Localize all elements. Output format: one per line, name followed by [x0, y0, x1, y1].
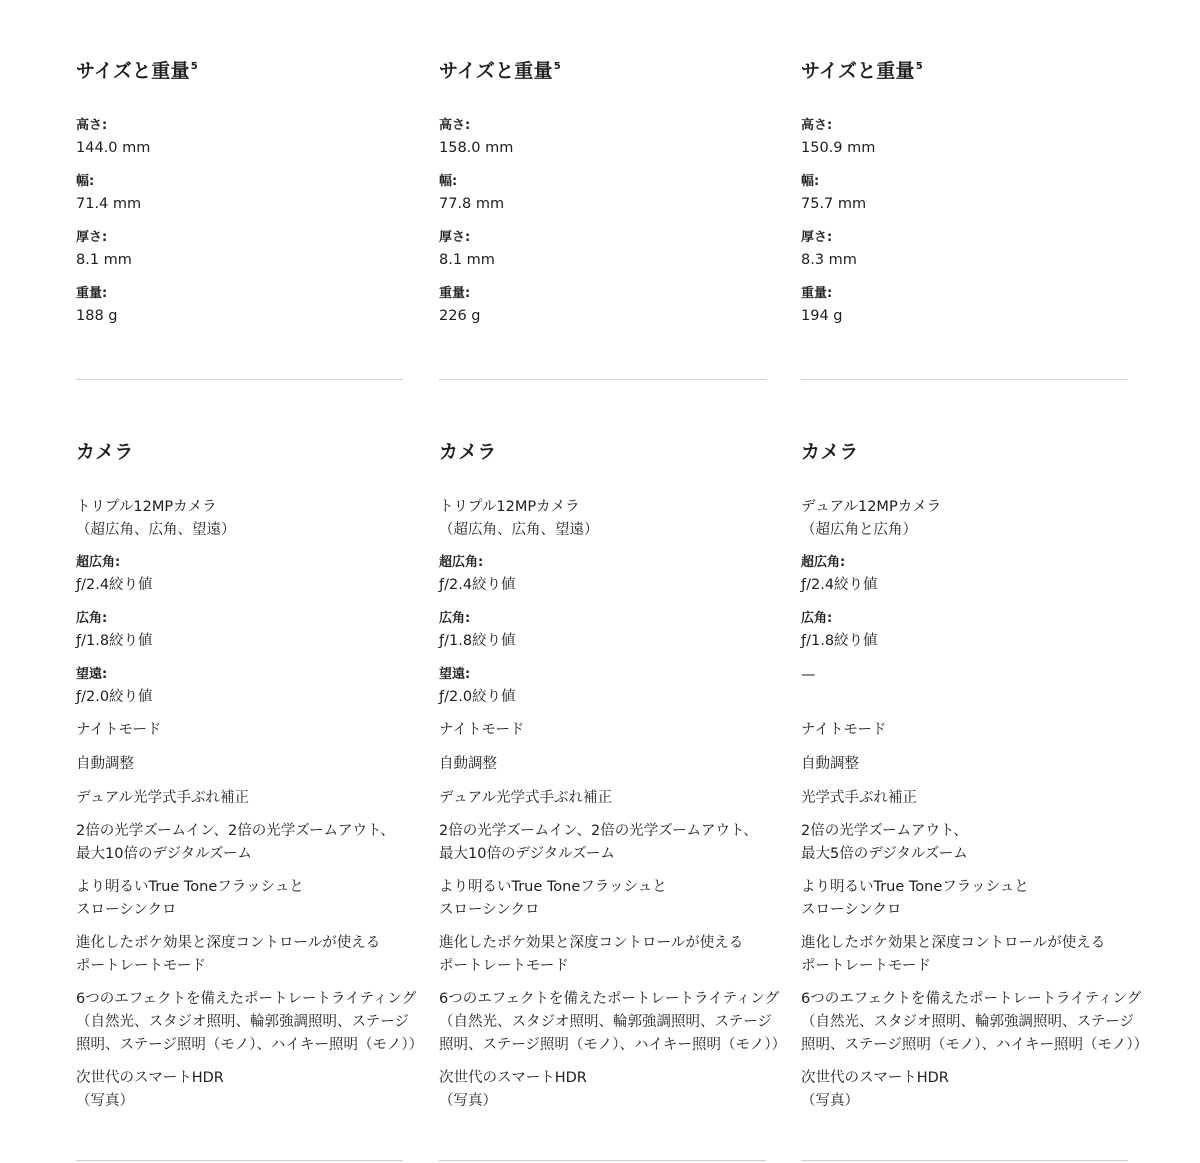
- spec-height: [76, 115, 403, 160]
- feature-auto-adjust: 自動調整: [76, 756, 134, 772]
- spec-label: 厚さ:: [801, 230, 833, 245]
- feature-flash: より明るいTrue Toneフラッシュと スローシンクロ: [439, 879, 667, 918]
- spec-label: 望遠:: [76, 667, 108, 682]
- feature-night-mode: ナイトモード: [76, 722, 162, 738]
- spec-depth: [76, 227, 403, 272]
- spec-value: 226 g: [439, 308, 481, 324]
- spec-label: 幅:: [801, 174, 820, 189]
- spec-label: 幅:: [439, 174, 458, 189]
- spec-label: 幅:: [76, 174, 95, 189]
- spec-value: 8.1 mm: [439, 252, 495, 268]
- footnote-link[interactable]: 5: [915, 61, 923, 72]
- section-divider: [439, 1160, 766, 1161]
- spec-ultrawide: [439, 552, 766, 597]
- spec-height: [801, 115, 1128, 160]
- camera-system: トリプル12MPカメラ （超広角、広角、望遠）: [76, 499, 236, 538]
- footnote-link[interactable]: 5: [190, 61, 198, 72]
- size-weight-heading: サイズと重量$^5$: [439, 60, 561, 82]
- spec-value: ƒ/1.8絞り値: [801, 633, 878, 649]
- spec-value: 8.3 mm: [801, 252, 857, 268]
- spec-value: ƒ/2.0絞り値: [439, 689, 516, 705]
- spec-label: 広角:: [801, 611, 833, 626]
- camera-heading: カメラ: [801, 441, 859, 463]
- feature-stabilization: デュアル光学式手ぶれ補正: [439, 790, 612, 806]
- spec-telephoto: [76, 664, 403, 709]
- spec-depth: [439, 227, 766, 272]
- spec-value: 77.8 mm: [439, 196, 505, 212]
- spec-value: ƒ/2.4絞り値: [76, 577, 153, 593]
- spec-label: 超広角:: [801, 555, 846, 570]
- spec-height: [439, 115, 766, 160]
- feature-flash: より明るいTrue Toneフラッシュと スローシンクロ: [801, 879, 1029, 918]
- spec-value: ƒ/1.8絞り値: [76, 633, 153, 649]
- spec-ultrawide: [801, 552, 1128, 597]
- spec-label: 広角:: [76, 611, 108, 626]
- feature-night-mode: ナイトモード: [801, 722, 887, 738]
- feature-stabilization: デュアル光学式手ぶれ補正: [76, 790, 249, 806]
- size-weight-heading: サイズと重量$^5$: [76, 60, 198, 82]
- feature-auto-adjust: 自動調整: [801, 756, 859, 772]
- not-available-dash: —: [801, 667, 816, 683]
- camera-heading: カメラ: [76, 441, 134, 463]
- section-divider: [439, 379, 766, 380]
- spec-width: [801, 171, 1128, 216]
- footnote-link[interactable]: 5: [553, 61, 561, 72]
- spec-value: 194 g: [801, 308, 843, 324]
- spec-wide: [439, 608, 766, 653]
- spec-wide: [76, 608, 403, 653]
- feature-portrait-lighting: 6つのエフェクトを備えたポートレートライティング （自然光、スタジオ照明、輪郭強調照明、ステージ 照明、ステージ照明（モノ）、ハイキー照明（モノ））: [76, 991, 424, 1053]
- feature-flash: より明るいTrue Toneフラッシュと スローシンクロ: [76, 879, 304, 918]
- spec-label: 厚さ:: [76, 230, 108, 245]
- spec-label: 重量:: [801, 286, 833, 301]
- camera-system: トリプル12MPカメラ （超広角、広角、望遠）: [439, 499, 599, 538]
- camera-system: デュアル12MPカメラ （超広角と広角）: [801, 499, 942, 538]
- spec-label: 重量:: [76, 286, 108, 301]
- size-weight-heading: サイズと重量$^5$: [801, 60, 923, 82]
- section-divider: [801, 1160, 1128, 1161]
- feature-zoom: 2倍の光学ズームイン、2倍の光学ズームアウト、 最大10倍のデジタルズーム: [439, 823, 758, 862]
- spec-value: 158.0 mm: [439, 140, 514, 156]
- spec-label: 高さ:: [439, 118, 471, 133]
- spec-label: 超広角:: [439, 555, 484, 570]
- spec-telephoto-unavailable: [801, 664, 1128, 687]
- feature-portrait-mode: 進化したボケ効果と深度コントロールが使える ポートレートモード: [439, 935, 744, 974]
- feature-smart-hdr: 次世代のスマートHDR （写真）: [439, 1070, 587, 1109]
- spec-label: 重量:: [439, 286, 471, 301]
- section-divider: [76, 1160, 403, 1161]
- spec-weight: [801, 283, 1128, 328]
- spec-label: 高さ:: [801, 118, 833, 133]
- spec-label: 超広角:: [76, 555, 121, 570]
- spec-label: 広角:: [439, 611, 471, 626]
- spec-label: 厚さ:: [439, 230, 471, 245]
- spec-value: ƒ/2.0絞り値: [76, 689, 153, 705]
- spec-label: 高さ:: [76, 118, 108, 133]
- spec-value: 144.0 mm: [76, 140, 151, 156]
- section-divider: [76, 379, 403, 380]
- spec-value: 188 g: [76, 308, 118, 324]
- feature-smart-hdr: 次世代のスマートHDR （写真）: [801, 1070, 949, 1109]
- spec-value: 8.1 mm: [76, 252, 132, 268]
- feature-portrait-mode: 進化したボケ効果と深度コントロールが使える ポートレートモード: [76, 935, 381, 974]
- spec-depth: [801, 227, 1128, 272]
- feature-night-mode: ナイトモード: [439, 722, 525, 738]
- feature-smart-hdr: 次世代のスマートHDR （写真）: [76, 1070, 224, 1109]
- feature-portrait-lighting: 6つのエフェクトを備えたポートレートライティング （自然光、スタジオ照明、輪郭強調照明、ステージ 照明、ステージ照明（モノ）、ハイキー照明（モノ））: [439, 991, 787, 1053]
- feature-zoom: 2倍の光学ズームイン、2倍の光学ズームアウト、 最大10倍のデジタルズーム: [76, 823, 395, 862]
- spec-value: 150.9 mm: [801, 140, 876, 156]
- spec-weight: [439, 283, 766, 328]
- spec-value: ƒ/2.4絞り値: [439, 577, 516, 593]
- spec-value: 75.7 mm: [801, 196, 867, 212]
- spec-ultrawide: [76, 552, 403, 597]
- camera-heading: カメラ: [439, 441, 497, 463]
- feature-stabilization: 光学式手ぶれ補正: [801, 790, 917, 806]
- spec-value: 71.4 mm: [76, 196, 142, 212]
- spec-label: 望遠:: [439, 667, 471, 682]
- feature-portrait-lighting: 6つのエフェクトを備えたポートレートライティング （自然光、スタジオ照明、輪郭強調照明、ステージ 照明、ステージ照明（モノ）、ハイキー照明（モノ））: [801, 991, 1149, 1053]
- spec-value: ƒ/1.8絞り値: [439, 633, 516, 649]
- section-divider: [801, 379, 1128, 380]
- feature-portrait-mode: 進化したボケ効果と深度コントロールが使える ポートレートモード: [801, 935, 1106, 974]
- spec-weight: [76, 283, 403, 328]
- spec-wide: [801, 608, 1128, 653]
- feature-auto-adjust: 自動調整: [439, 756, 497, 772]
- spec-telephoto: [439, 664, 766, 709]
- spec-width: [439, 171, 766, 216]
- spec-width: [76, 171, 403, 216]
- spec-value: ƒ/2.4絞り値: [801, 577, 878, 593]
- feature-zoom: 2倍の光学ズームアウト、 最大5倍のデジタルズーム: [801, 823, 968, 862]
